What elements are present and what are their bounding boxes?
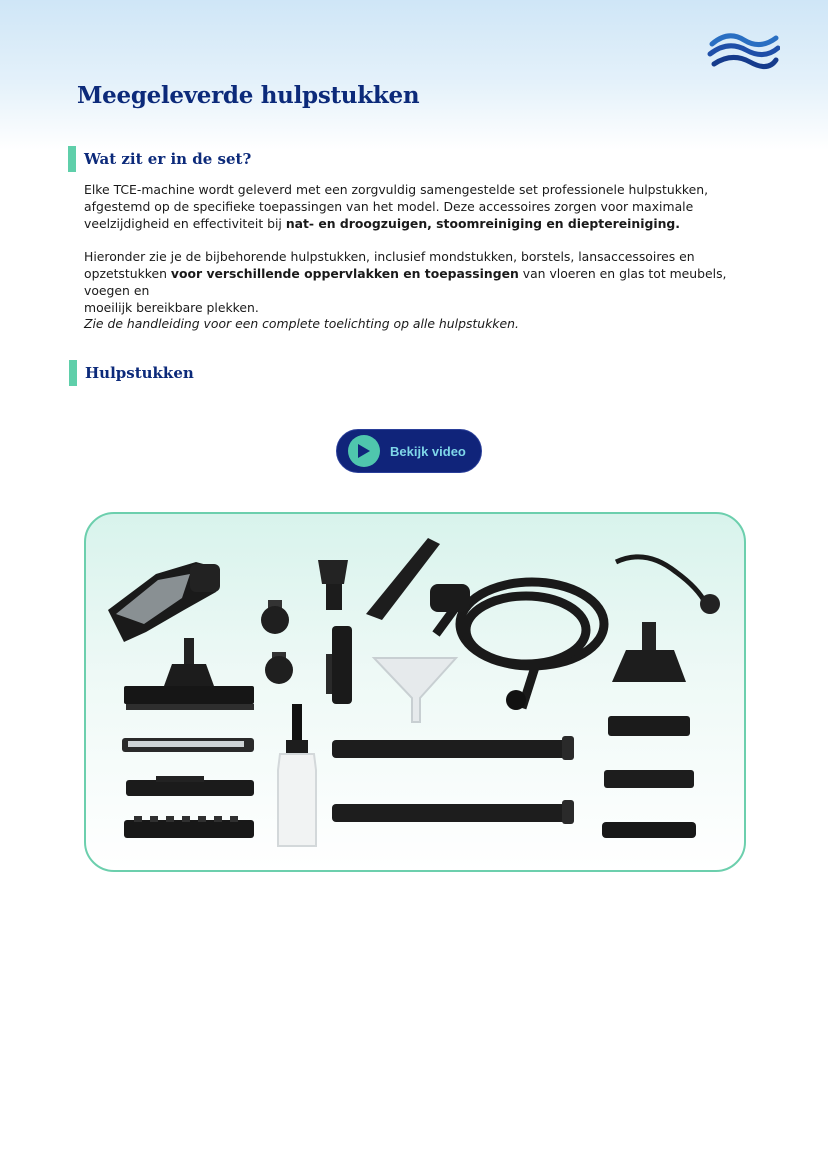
- details-line-2-prefix: opzetstukken: [84, 266, 171, 281]
- details-line-2-suffix: van vloeren en glas tot meubels, voegen en: [84, 266, 727, 298]
- header-background: [0, 0, 828, 150]
- watch-video-label: Bekijk video: [390, 443, 466, 459]
- details-paragraph: [84, 248, 734, 316]
- accessories-image: [84, 512, 746, 872]
- brush-insert-image: [126, 776, 254, 796]
- section-accent-bar: [69, 360, 77, 386]
- wave-logo-icon: [706, 28, 780, 76]
- section-accent-bar: [68, 146, 76, 172]
- intro-emphasis: nat- en droogzuigen, stoomreiniging en dieptereiniging.: [285, 216, 680, 231]
- section-title: Hulpstukken: [85, 364, 194, 382]
- squeegee-insert-image: [122, 738, 254, 752]
- lance-adapter-image: [326, 626, 352, 704]
- intro-line-2: afgestemd op de specifieke toepassingen van het model. Deze accessoires zorgen voor maximale: [84, 199, 694, 214]
- watch-video-button[interactable]: [336, 429, 482, 473]
- round-brush-image: [261, 600, 293, 684]
- accessories-illustration: [86, 514, 746, 872]
- wet-nozzle-image: [612, 622, 686, 682]
- intro-paragraph: [84, 181, 734, 232]
- section-heading-set: [68, 146, 251, 172]
- power-cable-image: [616, 557, 720, 614]
- extension-tube-image: [332, 736, 574, 824]
- details-line-3: moeilijk bereikbare plekken.: [84, 300, 259, 315]
- intro-line-1: Elke TCE-machine wordt geleverd met een zorgvuldig samengestelde set professionele hulpstukken,: [84, 182, 709, 197]
- window-tool-image: [602, 716, 696, 838]
- details-emphasis: voor verschillende oppervlakken en toepassingen: [170, 266, 519, 281]
- play-icon: [348, 435, 380, 467]
- funnel-image: [374, 658, 456, 722]
- details-line-1: Hieronder zie je de bijbehorende hulpstukken, inclusief mondstukken, borstels, lansaccessoires en: [84, 249, 695, 264]
- upholstery-nozzle-image: [108, 562, 220, 642]
- page-title: Meegeleverde hulpstukken: [77, 82, 420, 109]
- section-heading-accessories: [69, 360, 194, 386]
- bristle-insert-image: [124, 816, 254, 838]
- manual-note: Zie de handleiding voor een complete toelichting op alle hulpstukken.: [84, 316, 519, 331]
- small-nozzle-image: [318, 560, 348, 610]
- floor-tool-image: [124, 638, 254, 710]
- intro-line-3: veelzijdigheid en effectiviteit bij: [84, 216, 286, 231]
- section-title: Wat zit er in de set?: [84, 150, 252, 168]
- spray-bottle-image: [278, 704, 316, 846]
- crevice-tool-image: [366, 538, 440, 620]
